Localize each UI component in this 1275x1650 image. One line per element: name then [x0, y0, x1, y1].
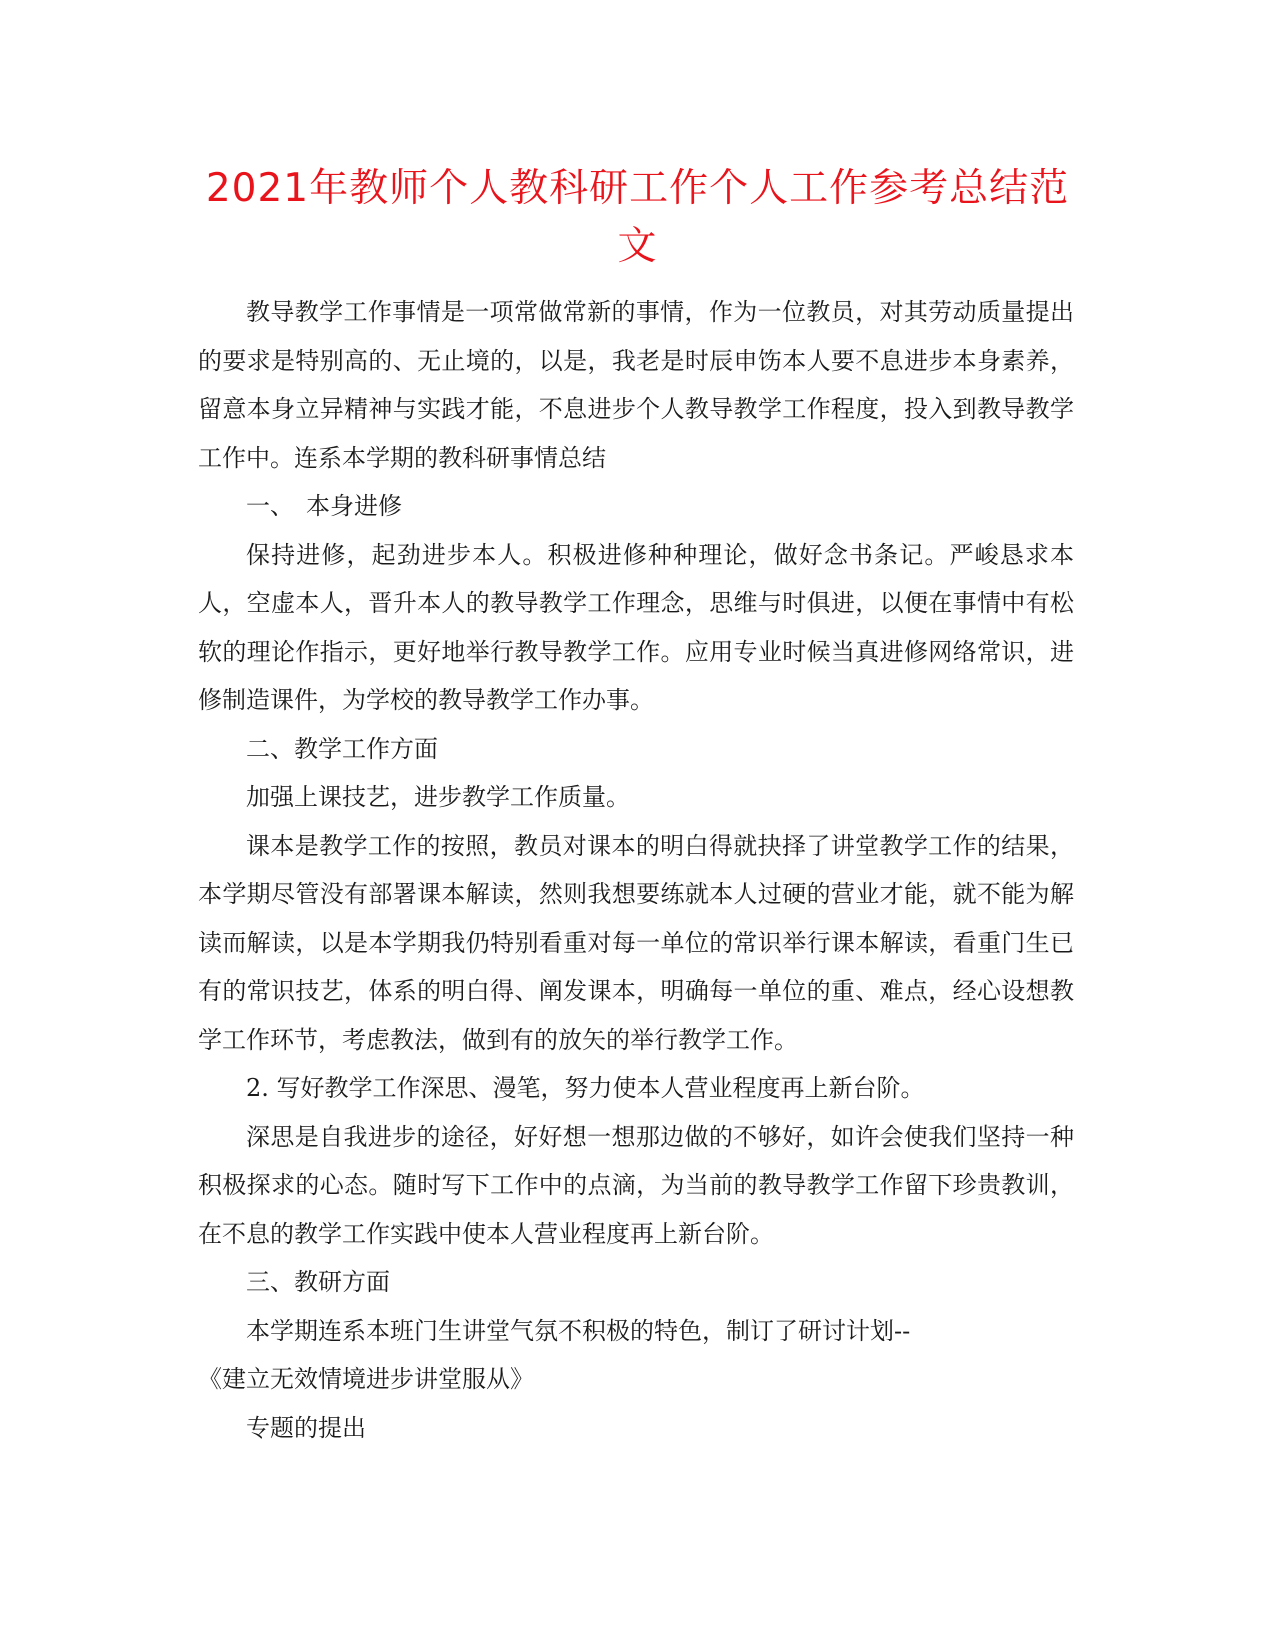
paragraph-reflection-heading: 2. 写好教学工作深思、漫笔，努力使本人营业程度再上新台阶。: [246, 1074, 925, 1102]
section-heading-research: 三、教研方面: [246, 1268, 390, 1296]
paragraph-self-study: 保持进修，起劲进步本人。积极进修种种理论，做好念书条记。严峻恳求本人，空虚本人，晋升本人的教导教学工作理念，思维与时俱进，以便在事情中有松软的理论作指示，更好地举行教导教学工作。应用专业时候当真进修网络常识，进修制造课件，为学校的教导教学工作办事。: [198, 540, 1074, 714]
paragraph-research-topic: 《建立无效情境进步讲堂服从》: [198, 1365, 534, 1393]
paragraph-topic-proposal: 专题的提出: [246, 1413, 366, 1442]
paragraph-research-plan: 本学期连系本班门生讲堂气氛不积极的特色，制订了研讨计划--: [246, 1316, 911, 1345]
paragraph-intro: 教导教学工作事情是一项常做常新的事情，作为一位教员，对其劳动质量提出的要求是特别高的、无止境的，以是，我老是时辰申饬本人要不息进步本身素养，留意本身立异精神与实践才能，不息进步个人教导教学工作程度，投入到教导教学工作中。连系本学期的教科研事情总结: [198, 298, 1074, 472]
paragraph-teaching-skills: 加强上课技艺，进步教学工作质量。: [246, 783, 630, 811]
document-title: 2021年教师个人教科研工作个人工作参考总结范文: [205, 166, 1070, 269]
section-heading-teaching: 二、教学工作方面: [246, 734, 438, 763]
document-body: [198, 288, 1074, 1452]
paragraph-textbook: 课本是教学工作的按照，教员对课本的明白得就抉择了讲堂教学工作的结果，本学期尽管没有部署课本解读，然则我想要练就本人过硬的营业才能，就不能为解读而解读，以是本学期我仍特别看重对每一单位的常识举行课本解读，看重门生已有的常识技艺，体系的明白得、阐发课本，明确每一单位的重、难点，经心设想教学工作环节，考虑教法，做到有的放矢的举行教学工作。: [198, 831, 1074, 1054]
paragraph-reflection: 深思是自我进步的途径，好好想一想那边做的不够好，如许会使我们坚持一种积极探求的心态。随时写下工作中的点滴，为当前的教导教学工作留下珍贵教训，在不息的教学工作实践中使本人营业程度再上新台阶。: [198, 1122, 1074, 1248]
section-heading-self-study: 一、 本身进修: [246, 492, 402, 520]
